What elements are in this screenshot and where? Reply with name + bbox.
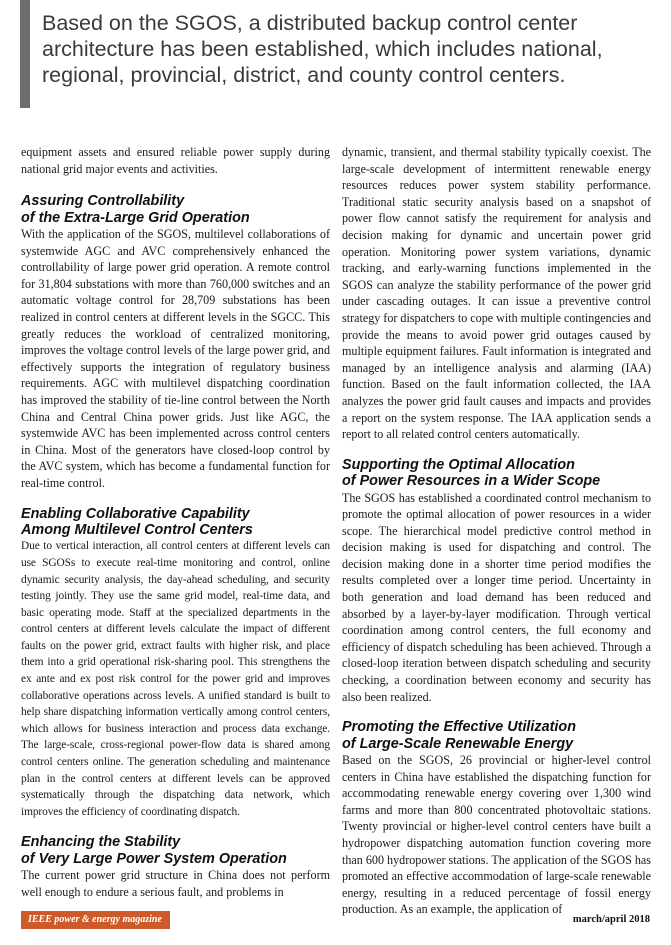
heading-line: of the Extra-Large Grid Operation bbox=[21, 209, 250, 226]
heading-line: Supporting the Optimal Allocation bbox=[342, 456, 575, 473]
section-body-stability: The current power grid structure in China does not perform well enough to endure a serious fault, and problems in bbox=[21, 868, 330, 899]
section-body-optimal-allocation: The SGOS has established a coordinated control mechanism to promote the optimal allocation of power resources in a wider scope. The hierarchical model predictive control method in decision making is used for dispatching and control. The decision making done in a shorter time period modifies the results completed over a longer time period. Uncertainty in both generation and load demand has been reduced and absorbed by a layer-by-layer modification. Through vertical coordination among control centers, the full economy and efficiency of dispatch scheduling has been achieved. Through a closed-loop iteration between dispatch scheduling and security checking, a coordination between economy and security has also been realized. bbox=[342, 490, 651, 704]
footer-magazine-title: IEEE power & energy magazine bbox=[28, 914, 162, 925]
pullquote-text: Based on the SGOS, a distributed backup control center architecture has been established, which includes national, regional, provincial, district, and county control centers. bbox=[42, 11, 603, 87]
section-heading-optimal-allocation bbox=[342, 457, 651, 490]
section-heading-renewable bbox=[342, 719, 651, 752]
heading-line: Enhancing the Stability bbox=[21, 834, 181, 851]
section-body-collaborative: Due to vertical interaction, all control centers at different levels can use SGOSs to execute real-time monitoring and control, online dynamic security analysis, the day-ahead scheduling, and security testing jointly. They use the same grid model, real-time data, and basic operating mode. Staff at the specialized departments in the control centers at different levels calculate the impact of different faults on the power grid, extract faults with higher risk, and place them into a grid operational risk-sharing pool. This strengthens the ex ante and ex post risk control for the power grid and improves collaborative operations across levels. A unified standard is built to help share dispatching information vertically among control centers, which allows for business interaction and process data exchange. The large-scale, cross-regional power-flow data is shared among control centers online. The generation scheduling and maintenance plan in the control centers at different levels can be approved systematically through the dispatching data network, which improves the efficiency of coordinating dispatch. bbox=[21, 540, 330, 818]
heading-line: of Power Resources in a Wider Scope bbox=[342, 473, 601, 490]
right-intro-paragraph: dynamic, transient, and thermal stability typically coexist. The large-scale development of intermittent renewable energy resources reduces power system stability performance. Traditional static security analysis based on a snapshot of power flow cannot satisfy the requirement for analysis and decision making for dynamic and uncertain power grid operation. Monitoring power system variations, dynamic tracking, and early-warning functions implemented in the SGOS can analyze the stability performance of the power grid under cascading outages. It can issue a preventive control strategy for dispatchers to cope with multiple contingencies and provide the means to avoid power grid outages caused by multiple equipment failures. Fault information is integrated and managed by an intelligence analysis and alarming (IAA) function. Based on the fault information collected, the IAA analyzes the power grid fault causes and impacts and provides a report on the system response. The IAA application sends a report to all related control centers automatically. bbox=[342, 145, 651, 442]
left-column bbox=[21, 144, 330, 900]
heading-line: of Very Large Power System Operation bbox=[21, 850, 287, 867]
heading-line: of Large-Scale Renewable Energy bbox=[342, 735, 574, 752]
section-body-controllability: With the application of the SGOS, multilevel collaborations of systemwide AGC and AVC comprehensively enhanced the controllability of large power grid operation. A remote control for 31,804 substations with more than 760,000 switches and an automatic voltage control for 28,709 substations has been realized in control centers at different levels in the SGCC. This greatly reduces the workload of centralized monitoring, improves the voltage control levels of the large power grid, and effectively supports the integration of regulatory business requirements. AGC with multilevel dispatching coordination has improved the stability of tie-line control between the North China and Central China power grids. Just like AGC, the systemwide AVC has been implemented across control centers in China. Most of the generators have closed-loop control by the AVC system, which has become a fundamental function for real-time control. bbox=[21, 227, 330, 490]
section-body-renewable: Based on the SGOS, 26 provincial or higher-level control centers in China have established the dispatching function for accommodating renewable energy covering over 1,300 wind farms and more than 800 concentrated photovoltaic stations. Twenty provincial or higher-level control centers have built a hydropower dispatching automation function covering more than 600 hydropower stations. The application of the SGOS has promoted an effective accommodation of large-scale renewable energy, resulting in a reduced percentage of fossil energy production. As an example, the application of bbox=[342, 753, 651, 917]
heading-line: Assuring Controllability bbox=[21, 193, 185, 210]
section-heading-stability bbox=[21, 834, 330, 867]
section-heading-collaborative bbox=[21, 506, 330, 539]
heading-line: Promoting the Effective Utilization bbox=[342, 719, 577, 736]
pullquote-bar bbox=[20, 0, 30, 108]
footer-issue-date: march/april 2018 bbox=[572, 914, 650, 925]
left-intro-paragraph: equipment assets and ensured reliable power supply during national grid major events and activities. bbox=[21, 145, 330, 176]
section-heading-controllability bbox=[21, 193, 330, 226]
right-column bbox=[342, 144, 651, 918]
heading-line: Enabling Collaborative Capability bbox=[21, 505, 250, 522]
heading-line: Among Multilevel Control Centers bbox=[21, 521, 253, 538]
